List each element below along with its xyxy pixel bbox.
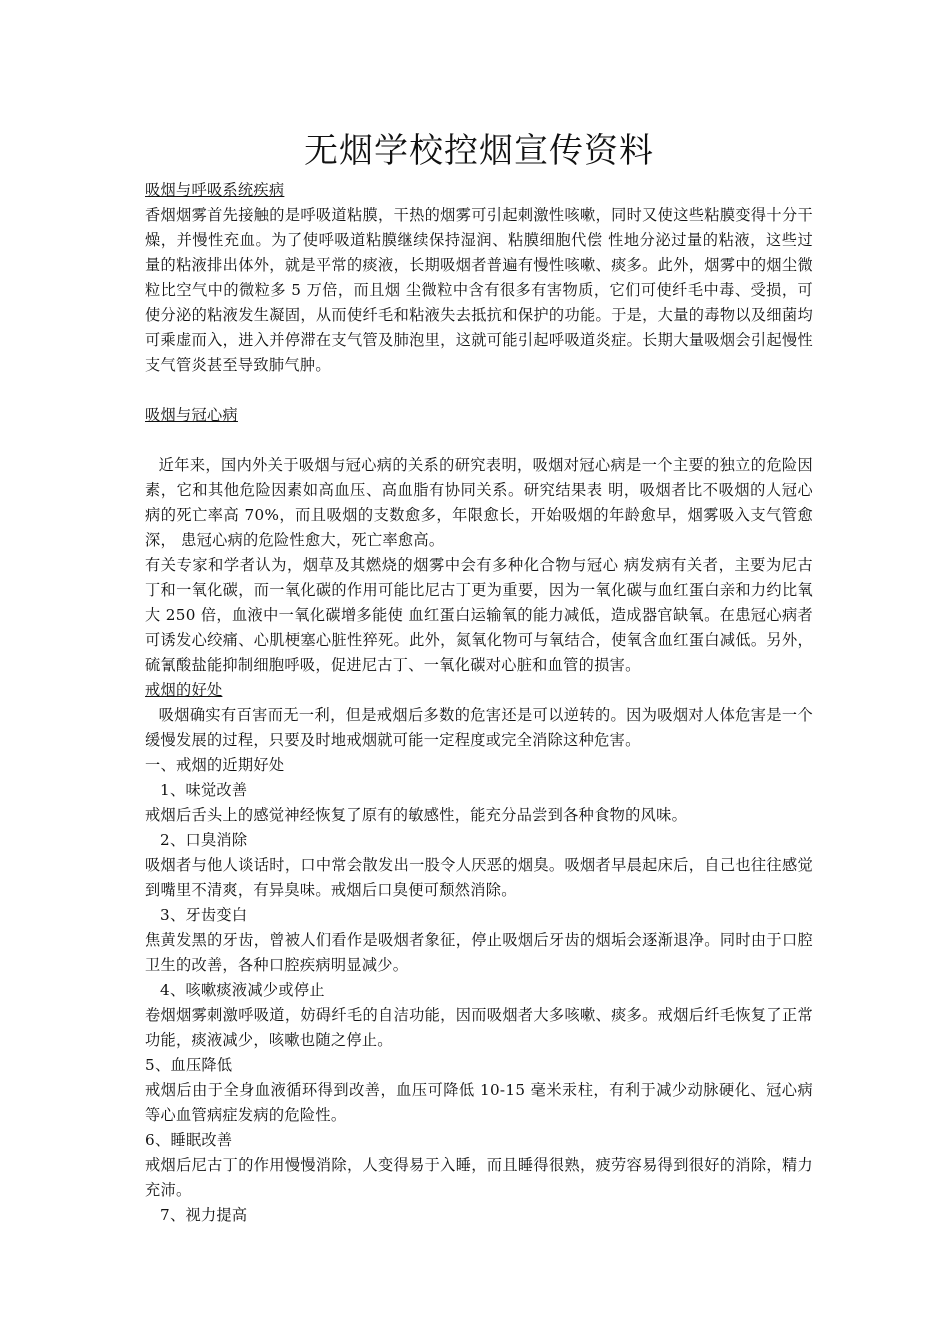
item-title-breath: 2、口臭消除 [160, 831, 248, 849]
paragraph-respiratory: 香烟烟雾首先接触的是呼吸道粘膜，干热的烟雾可引起刺激性咳嗽，同时又使这些粘膜变得十分干燥，并慢性充血。为了使呼吸道粘膜继续保持湿润、粘膜细胞代偿 性地分泌过量的粘液，这些过量的粘液排出体外，就是平常的痰液，长期吸烟者普遍有慢性咳嗽、痰多。此外，烟雾中的烟尘微粒比空气中的微粒多 5 万倍，而且烟 尘微粒中含有很多有害物质，它们可使纤毛中毒、受损，可使分泌的粘液发生凝固，从而使纤毛和粘液失去抵抗和保护的功能。于是，大量的毒物以及细菌均可乘虚而入，进入并停滞在支气管及肺泡里，这就可能引起呼吸道炎症。长期大量吸烟会引起慢性支气管炎甚至导致肺气肿。 [145, 206, 813, 374]
document-page [145, 128, 813, 1228]
spacer [145, 378, 813, 403]
item-title-cough: 4、咳嗽痰液减少或停止 [160, 981, 325, 999]
item-text-taste: 戒烟后舌头上的感觉神经恢复了原有的敏感性，能充分品尝到各种食物的风味。 [145, 806, 688, 824]
item-text-breath: 吸烟者与他人谈话时，口中常会散发出一股令人厌恶的烟臭。吸烟者早晨起床后，自己也往往感觉到嘴里不清爽，有异臭味。戒烟后口臭便可颓然消除。 [145, 856, 813, 899]
section-heading-quit-benefits: 戒烟的好处 [145, 681, 223, 699]
item-text-cough: 卷烟烟雾刺激呼吸道，妨碍纤毛的自洁功能，因而吸烟者大多咳嗽、痰多。戒烟后纤毛恢复了正常功能，痰液减少，咳嗽也随之停止。 [145, 1006, 813, 1049]
paragraph-quit-intro: 吸烟确实有百害而无一利，但是戒烟后多数的危害还是可以逆转的。因为吸烟对人体危害是一个缓慢发展的过程，只要及时地戒烟就可能一定程度或完全消除这种危害。 [145, 706, 813, 749]
item-text-blood-pressure: 戒烟后由于全身血液循环得到改善，血压可降低 10-15 毫米汞柱，有利于减少动脉硬化、冠心病等心血管病症发病的危险性。 [145, 1081, 813, 1124]
item-title-taste: 1、味觉改善 [160, 781, 248, 799]
item-title-sleep: 6、睡眠改善 [145, 1131, 233, 1149]
item-text-sleep: 戒烟后尼古丁的作用慢慢消除，人变得易于入睡，而且睡得很熟，疲劳容易得到很好的消除，精力充沛。 [145, 1156, 813, 1199]
item-text-teeth: 焦黄发黑的牙齿，曾被人们看作是吸烟者象征，停止吸烟后牙齿的烟垢会逐渐退净。同时由于口腔卫生的改善，各种口腔疾病明显减少。 [145, 931, 813, 974]
paragraph-coronary-1: 近年来，国内外关于吸烟与冠心病的关系的研究表明，吸烟对冠心病是一个主要的独立的危险因素，它和其他危险因素如高血压、高血脂有协同关系。研究结果表 明，吸烟者比不吸烟的人冠心病的死亡率高 70%，而且吸烟的支数愈多，年限愈长，开始吸烟的年龄愈早，烟雾吸入支气管愈深， 患冠心病的危险性愈大，死亡率愈高。 [145, 456, 813, 549]
item-title-teeth: 3、牙齿变白 [160, 906, 248, 924]
paragraph-coronary-2: 有关专家和学者认为，烟草及其燃烧的烟雾中会有多种化合物与冠心 病发病有关者，主要为尼古丁和一氧化碳，而一氧化碳的作用可能比尼古丁更为重要，因为一氧化碳与血红蛋白亲和力约比氧大 250 倍，血液中一氧化碳增多能使 血红蛋白运输氧的能力减低，造成器官缺氧。在患冠心病者可诱发心绞痛、心肌梗塞心脏性猝死。此外，氮氧化物可与氧结合，使氧含血红蛋白减低。另外，硫氰酸盐能抑制细胞呼吸，促进尼古丁、一氧化碳对心脏和血管的损害。 [145, 556, 813, 674]
spacer [145, 428, 813, 453]
item-title-blood-pressure: 5、血压降低 [145, 1056, 233, 1074]
section-heading-respiratory: 吸烟与呼吸系统疾病 [145, 181, 285, 199]
document-title: 无烟学校控烟宣传资料 [304, 131, 654, 171]
item-title-vision: 7、视力提高 [160, 1206, 248, 1224]
subheading-near-term: 一、戒烟的近期好处 [145, 756, 285, 774]
section-heading-coronary: 吸烟与冠心病 [145, 406, 238, 424]
